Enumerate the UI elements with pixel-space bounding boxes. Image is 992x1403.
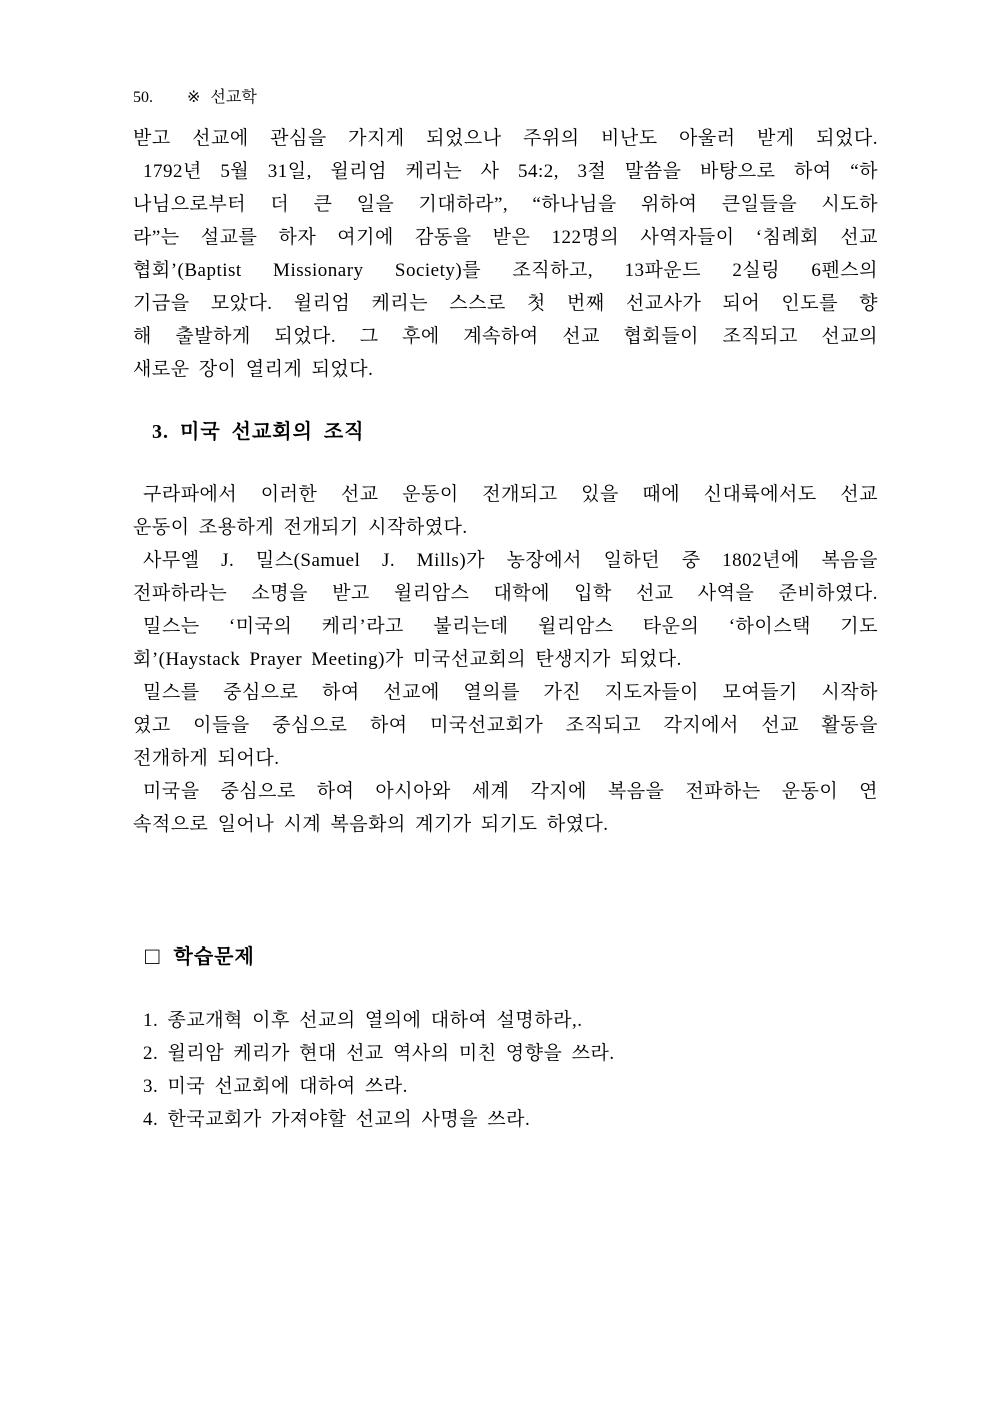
page-number: 50. (133, 89, 153, 106)
text-line: 전개하게 되어다. (133, 748, 280, 769)
text-line: 기금을 모았다. 윌리엄 케리는 스스로 첫 번째 선교사가 되어 인도를 향 (133, 293, 878, 314)
text-line: 밀스는 ‘미국의 케리’라고 불리는데 윌리암스 타운의 ‘하이스택 기도 (143, 616, 878, 637)
problem-item: 2. 윌리암 케리가 현대 선교 역사의 미친 영향을 쓰라. (143, 1043, 615, 1064)
problem-item: 1. 종교개혁 이후 선교의 열의에 대하여 설명하라,. (143, 1010, 583, 1031)
problems-heading-label: 학습문제 (173, 946, 255, 968)
reference-mark-icon: ※ (187, 89, 201, 106)
text-line: 해 출발하게 되었다. 그 후에 계속하여 선교 협회들이 조직되고 선교의 (133, 326, 878, 347)
text-line: 받고 선교에 관심을 가지게 되었으나 주위의 비난도 아울러 받게 되었다. (133, 128, 878, 149)
document-title: 선교학 (210, 89, 257, 106)
problems-heading (133, 941, 878, 974)
text-line: 속적으로 일어나 시계 복음화의 계기가 되기도 하였다. (133, 814, 609, 835)
text-line: 전파하라는 소명을 받고 윌리암스 대학에 입학 선교 사역을 준비하였다. (133, 583, 878, 604)
text-line: 회’(Haystack Prayer Meeting)가 미국선교회의 탄생지가 되었다. (133, 649, 682, 670)
square-bullet-icon: □ (145, 944, 161, 970)
section-paragraph (133, 478, 878, 841)
problems-list (133, 1004, 878, 1136)
page-header (133, 86, 878, 110)
text-line: 협회’(Baptist Missionary Society)를 조직하고, 13파운드 2실링 6펜스의 (133, 260, 878, 281)
text-line: 미국을 중심으로 하여 아시아와 세계 각지에 복음을 전파하는 운동이 연 (143, 781, 878, 802)
problem-item: 4. 한국교회가 가져야할 선교의 사명을 쓰라. (143, 1109, 531, 1130)
section-heading: 3. 미국 선교회의 조직 (152, 421, 365, 443)
text-line: 라”는 설교를 하자 여기에 감동을 받은 122명의 사역자들이 ‘침례회 선교 (133, 227, 878, 248)
text-line: 나님으로부터 더 큰 일을 기대하라”, “하나님을 위하여 큰일들을 시도하 (133, 194, 878, 215)
text-line: 사무엘 J. 밀스(Samuel J. Mills)가 농장에서 일하던 중 1802년에 복음을 (143, 550, 878, 571)
problem-item: 3. 미국 선교회에 대하여 쓰라. (143, 1076, 408, 1097)
text-line: 밀스를 중심으로 하여 선교에 열의를 가진 지도자들이 모여들기 시작하 (143, 682, 878, 703)
text-line: 1792년 5월 31일, 윌리엄 케리는 사 54:2, 3절 말씀을 바탕으로 하여 “하 (143, 161, 878, 182)
intro-paragraph (133, 122, 878, 386)
text-line: 새로운 장이 열리게 되었다. (133, 359, 374, 380)
text-line: 였고 이들을 중심으로 하여 미국선교회가 조직되고 각지에서 선교 활동을 (133, 715, 878, 736)
text-line: 운동이 조용하게 전개되기 시작하였다. (133, 517, 468, 538)
text-line: 구라파에서 이러한 선교 운동이 전개되고 있을 때에 신대륙에서도 선교 (143, 484, 878, 505)
